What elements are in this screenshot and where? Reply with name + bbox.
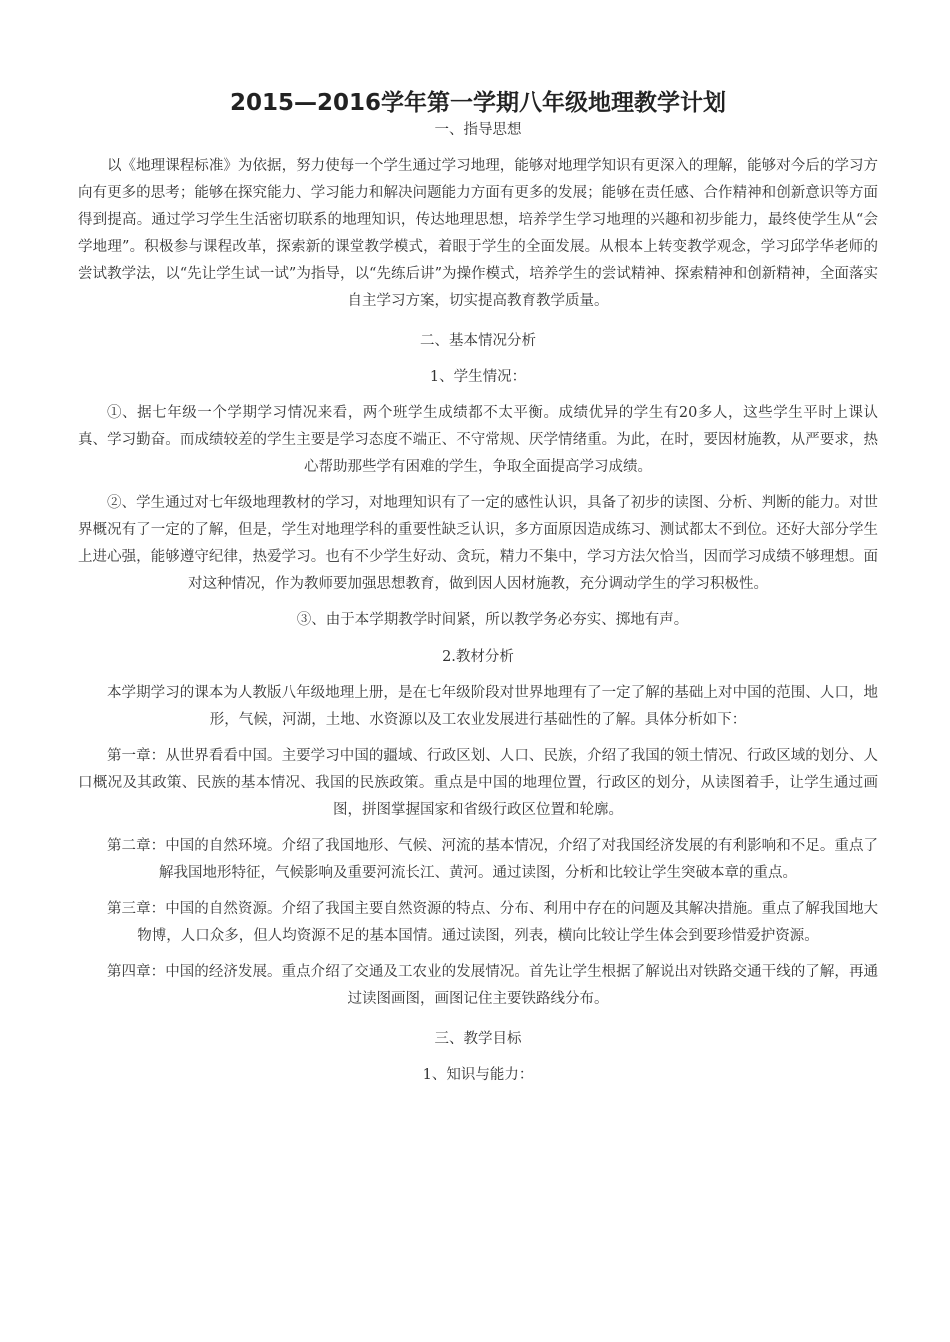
document-page [78,0,878,1085]
section-heading-teaching-goals: 三、教学目标 [434,1031,522,1047]
document-title: 2015—2016学年第一学期八年级地理教学计划 [229,90,727,116]
guiding-ideology-paragraph: 以《地理课程标准》为依据，努力使每一个学生通过学习地理，能够对地理学知识有更深入的理解，能够对今后的学习方向有更多的思考；能够在探究能力、学习能力和解决问题能力方面有更多的发展；能够在责任感、合作精神和创新意识等方面得到提高。通过学习学生生活密切联系的地理知识，传达地理思想，培养学生学习地理的兴趣和初步能力，最终使学生从“会学地理”。积极参与课程改革，探索新的课堂教学模式，着眼于学生的全面发展。从根本上转变教学观念，学习邱学华老师的尝试教学法，以“先让学生试一试”为指导，以“先练后讲”为操作模式，培养学生的尝试精神、探索精神和创新精神，全面落实自主学习方案，切实提高教育教学质量。 [78,158,878,309]
subheading-textbook-analysis: 2.教材分析 [442,649,514,665]
subheading-knowledge-ability: 1、知识与能力： [422,1067,534,1083]
section-heading-guiding-ideology: 一、指导思想 [434,122,522,138]
subheading-student-situation: 1、学生情况： [429,369,527,385]
chapter-4-paragraph: 第四章：中国的经济发展。重点介绍了交通及工农业的发展情况。首先让学生根据了解说出对铁路交通干线的了解，再通过读图画图，画图记住主要铁路线分布。 [107,964,878,1007]
textbook-intro-paragraph: 本学期学习的课本为人教版八年级地理上册，是在七年级阶段对世界地理有了一定了解的基础上对中国的范围、人口，地形，气候，河湖，土地、水资源以及工农业发展进行基础性的了解。具体分析如下： [107,685,878,728]
chapter-1-paragraph: 第一章：从世界看看中国。主要学习中国的疆域、行政区划、人口、民族，介绍了我国的领土情况、行政区域的划分、人口概况及其政策、民族的基本情况、我国的民族政策。重点是中国的地理位置，行政区的划分，从读图着手，让学生通过画图，拼图掌握国家和省级行政区位置和轮廓。 [78,748,878,818]
student-situation-paragraph-3: ③、由于本学期教学时间紧，所以教学务必夯实、掷地有声。 [296,612,689,628]
chapter-3-paragraph: 第三章：中国的自然资源。介绍了我国主要自然资源的特点、分布、利用中存在的问题及其解决措施。重点了解我国地大物博，人口众多，但人均资源不足的基本国情。通过读图，列表，横向比较让学生体会到要珍惜爱护资源。 [107,901,878,944]
chapter-2-paragraph: 第二章：中国的自然环境。介绍了我国地形、气候、河流的基本情况，介绍了对我国经济发展的有利影响和不足。重点了解我国地形特征，气候影响及重要河流长江、黄河。通过读图，分析和比较让学生突破本章的重点。 [107,838,878,881]
section-heading-situation-analysis: 二、基本情况分析 [420,333,536,349]
student-situation-paragraph-1: ①、据七年级一个学期学习情况来看，两个班学生成绩都不太平衡。成绩优异的学生有20多人，这些学生平时上课认真、学习勤奋。而成绩较差的学生主要是学习态度不端正、不守常规、厌学情绪重。为此，在时，要因材施教，从严要求，热心帮助那些学有困难的学生，争取全面提高学习成绩。 [78,405,878,475]
student-situation-paragraph-2: ②、学生通过对七年级地理教材的学习，对地理知识有了一定的感性认识，具备了初步的读图、分析、判断的能力。对世界概况有了一定的了解，但是，学生对地理学科的重要性缺乏认识，多方面原因造成练习、测试都太不到位。还好大部分学生上进心强，能够遵守纪律，热爱学习。也有不少学生好动、贪玩，精力不集中，学习方法欠恰当，因而学习成绩不够理想。面对这种情况，作为教师要加强思想教育，做到因人因材施教，充分调动学生的学习积极性。 [78,495,878,592]
